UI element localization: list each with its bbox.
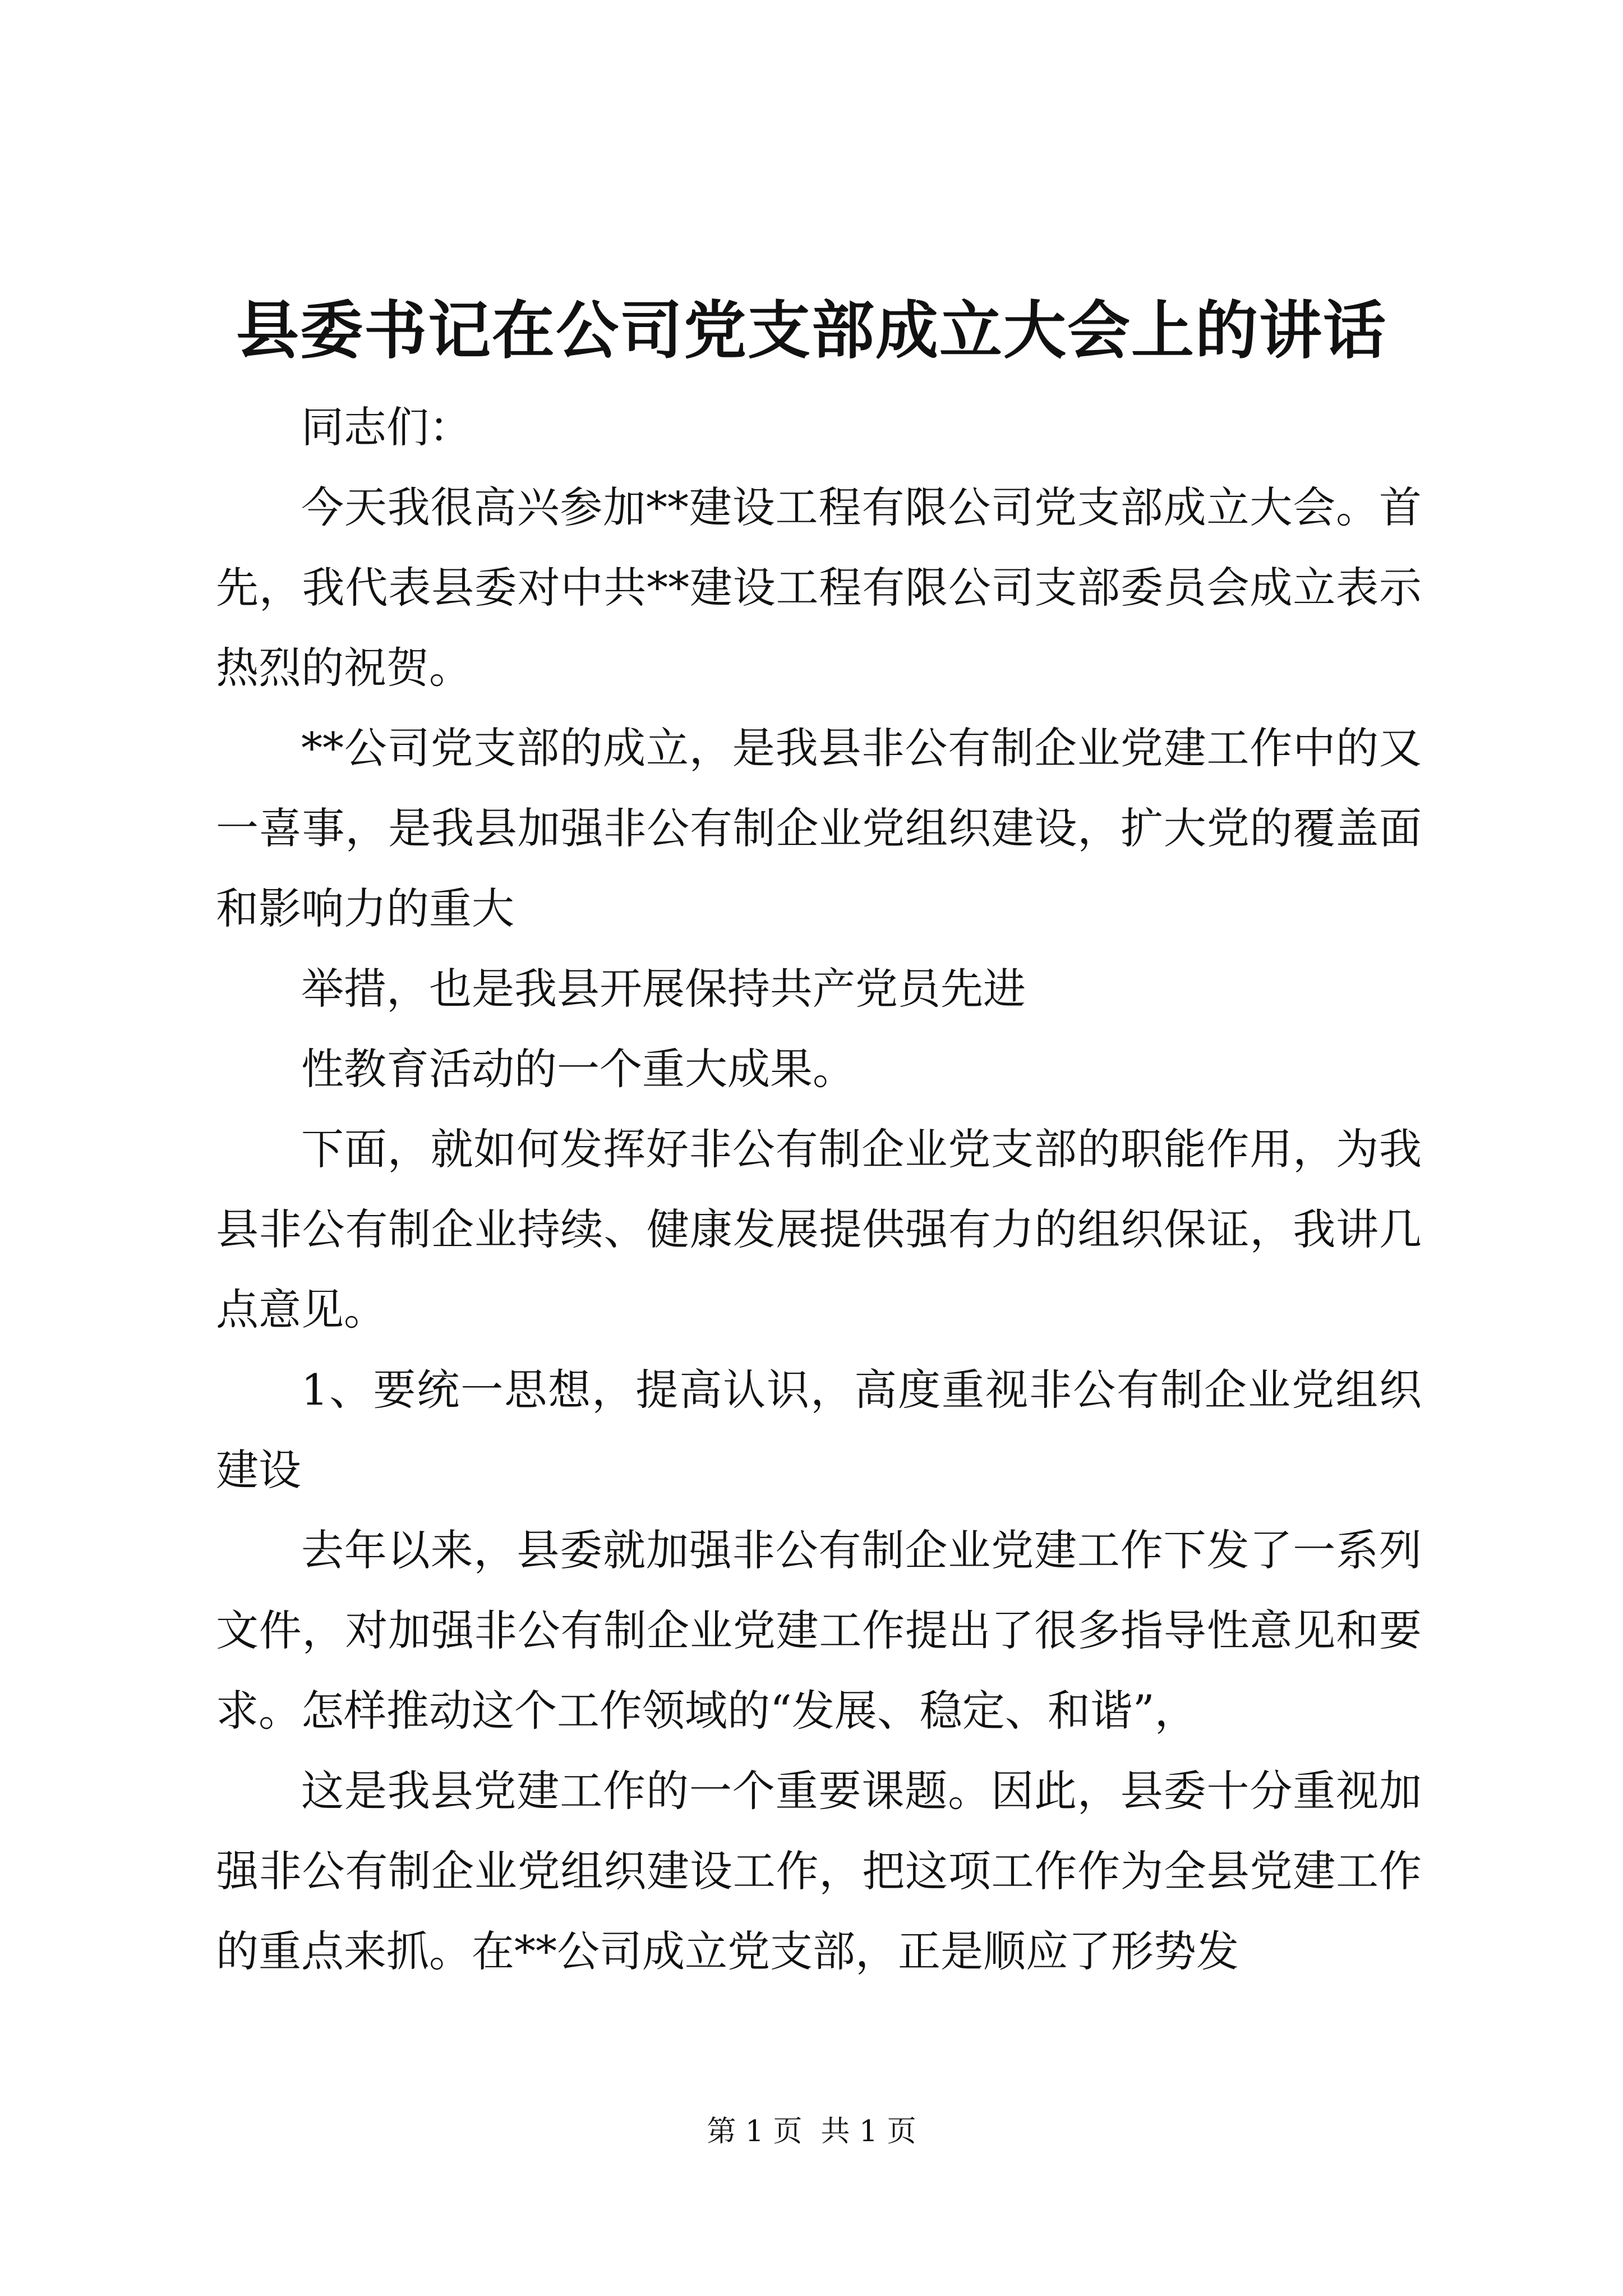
paragraph: 去年以来，县委就加强非公有制企业党建工作下发了一系列文件，对加强非公有制企业党建工作提出了很多指导性意见和要求。怎样推动这个工作领域的“发展、稳定、和谐”， [216, 1525, 1422, 1736]
paragraph: 举措，也是我县开展保持共产党员先进 [301, 964, 1026, 1014]
section-heading: 1、要统一思想，提高认识，高度重视非公有制企业党组织建设 [216, 1365, 1422, 1495]
paragraph: 这是我县党建工作的一个重要课题。因此，县委十分重视加强非公有制企业党组织建设工作，把这项工作作为全县党建工作的重点来抓。在**公司成立党支部，正是顺应了形势发 [216, 1766, 1422, 1976]
document-title: 县委书记在公司党支部成立大会上的讲话 [236, 294, 1387, 367]
paragraph: 性教育活动的一个重大成果。 [301, 1044, 855, 1094]
page-number: 第 1 页 [707, 2115, 803, 2148]
paragraph: **公司党支部的成立，是我县非公有制企业党建工作中的又一喜事，是我县加强非公有制企业党组织建设，扩大党的覆盖面和影响力的重大 [216, 723, 1422, 933]
paragraph: 今天我很高兴参加**建设工程有限公司党支部成立大会。首先，我代表县委对中共**建设工程有限公司支部委员会成立表示热烈的祝贺。 [216, 482, 1422, 693]
document-body [216, 387, 1422, 1991]
page-footer [0, 2112, 1623, 2151]
paragraph: 下面，就如何发挥好非公有制企业党支部的职能作用，为我县非公有制企业持续、健康发展提供强有力的组织保证，我讲几点意见。 [216, 1124, 1422, 1335]
paragraph-salutation: 同志们： [301, 402, 472, 452]
page-total: 共 1 页 [820, 2115, 916, 2148]
